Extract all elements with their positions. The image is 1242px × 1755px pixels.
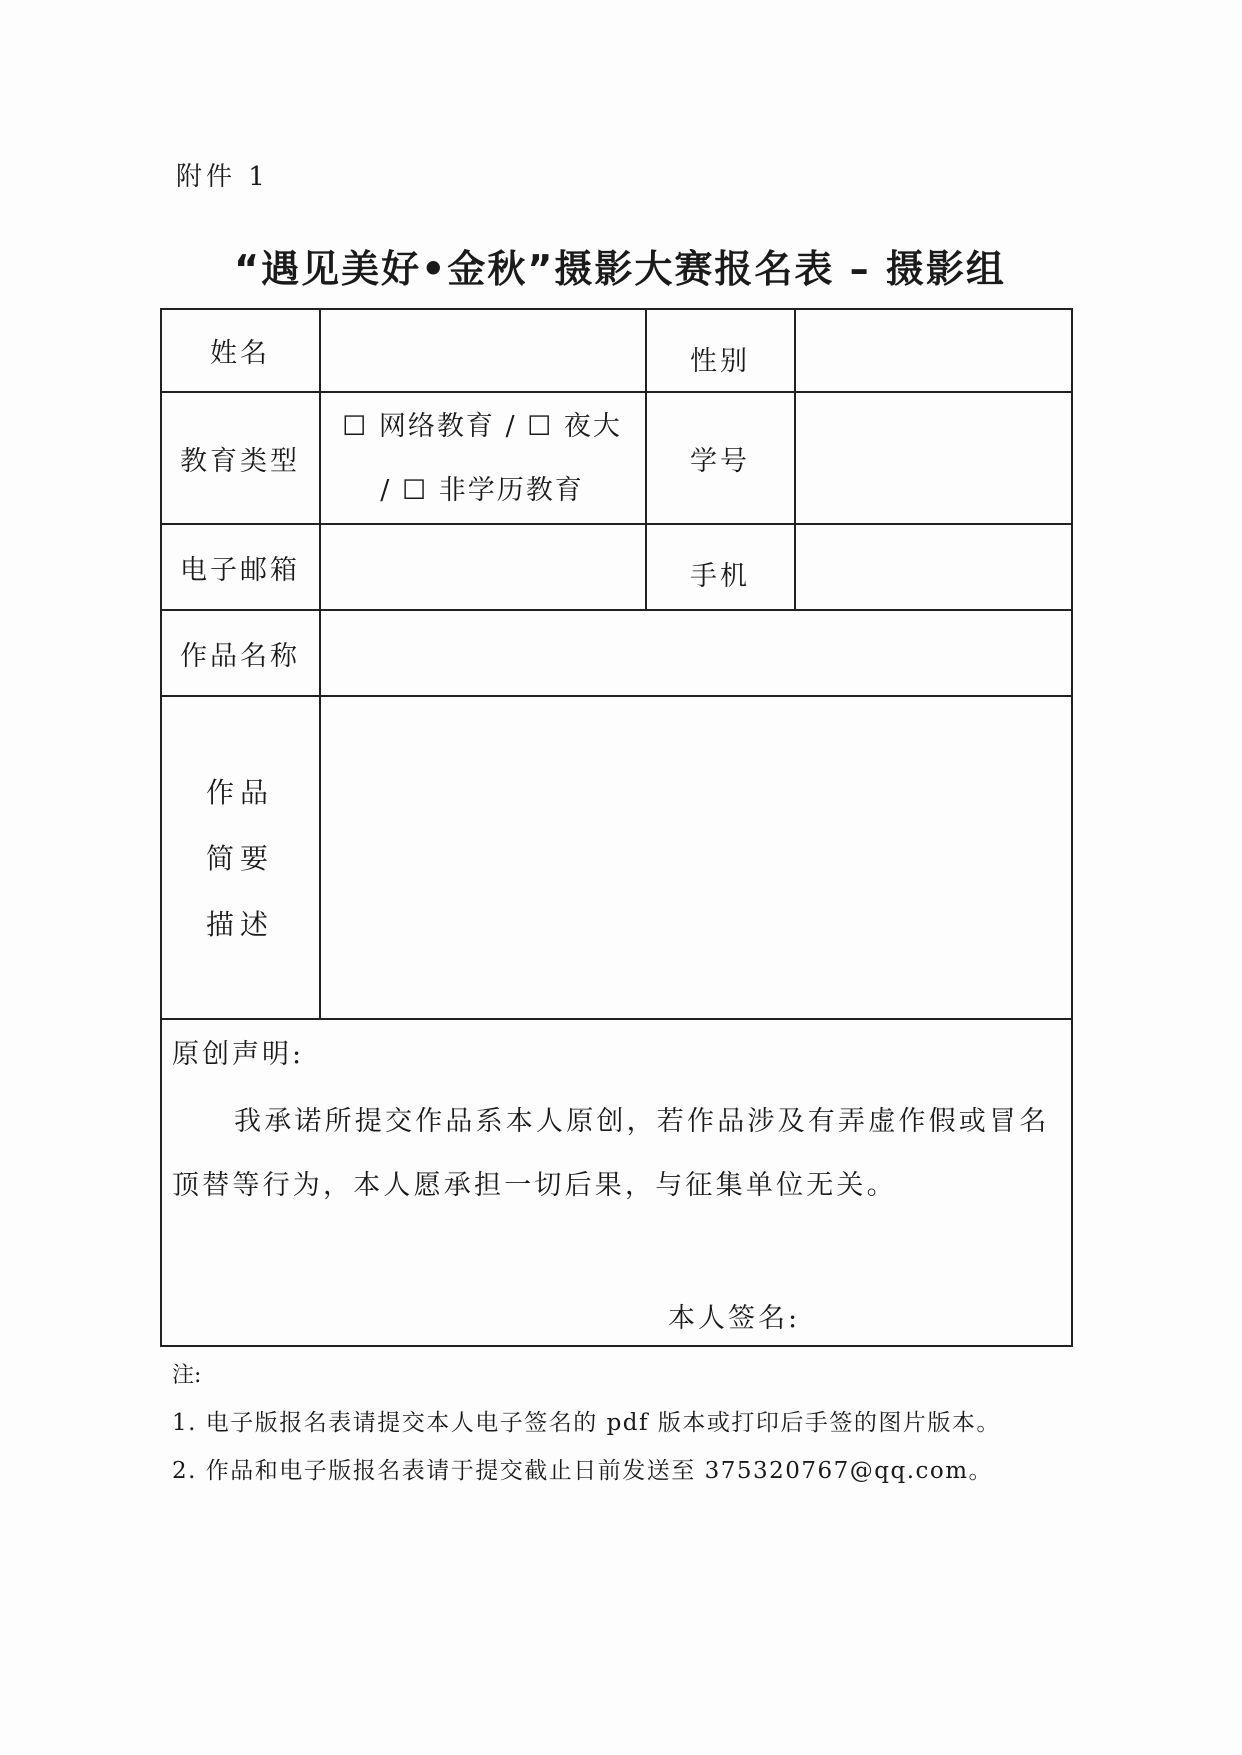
student-id-field[interactable] xyxy=(796,393,1071,522)
work-desc-line2: 简要 xyxy=(205,842,274,875)
student-id-label: 学号 xyxy=(690,445,750,477)
work-description-label xyxy=(160,760,320,958)
education-options-line1: ☐ 网络教育 / ☐ 夜大 xyxy=(342,411,622,442)
attachment-label: 附件 1 xyxy=(176,162,269,192)
row-divider xyxy=(160,1018,1073,1020)
signature-label: 本人签名: xyxy=(668,1303,801,1334)
declaration-heading: 原创声明: xyxy=(172,1039,305,1070)
work-desc-line1: 作品 xyxy=(205,776,274,809)
education-type-options[interactable] xyxy=(322,395,642,523)
declaration-body: 我承诺所提交作品系本人原创，若作品涉及有弄虚作假或冒名顶替等行为，本人愿承担一切后果，与征集单位无关。 xyxy=(172,1106,1050,1201)
note-item-2: 2. 作品和电子版报名表请于提交截止日前发送至 375320767@qq.com。 xyxy=(172,1458,994,1484)
gender-label: 性别 xyxy=(690,345,750,377)
phone-label: 手机 xyxy=(690,560,750,592)
email-label: 电子邮箱 xyxy=(180,554,300,586)
education-type-label: 教育类型 xyxy=(180,445,300,477)
email-field[interactable] xyxy=(321,525,644,608)
work-title-label: 作品名称 xyxy=(180,640,300,672)
education-options-line2: / ☐ 非学历教育 xyxy=(380,475,584,506)
name-field[interactable] xyxy=(321,310,644,390)
work-desc-line3: 描述 xyxy=(205,908,274,941)
gender-field[interactable] xyxy=(796,310,1071,390)
notes-heading: 注: xyxy=(172,1363,202,1388)
form-title: “遇见美好•金秋”摄影大赛报名表 – 摄影组 xyxy=(234,247,1006,291)
phone-field[interactable] xyxy=(796,525,1071,608)
note-item-1: 1. 电子版报名表请提交本人电子签名的 pdf 版本或打印后手签的图片版本。 xyxy=(172,1410,1001,1436)
work-description-field[interactable] xyxy=(321,697,1071,1017)
work-title-field[interactable] xyxy=(321,611,1071,694)
name-label: 姓名 xyxy=(210,337,270,369)
